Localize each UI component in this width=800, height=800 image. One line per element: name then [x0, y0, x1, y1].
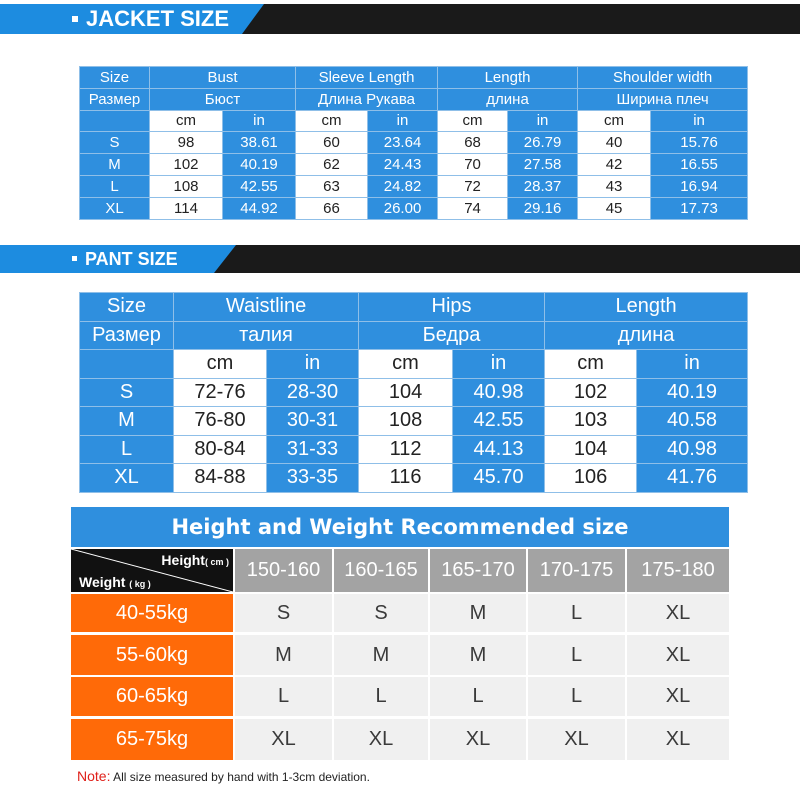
hw-size-cell: M — [430, 594, 526, 632]
pant-header-row-ru — [80, 321, 748, 350]
hw-size-cell: XL — [430, 719, 526, 760]
jacket-header-shoulder-ru: Ширина плеч — [578, 88, 748, 110]
hw-size-cell: M — [430, 635, 526, 675]
hw-size-cell: XL — [528, 719, 625, 760]
pant-header-length-ru: длина — [545, 321, 748, 350]
jacket-unit-cell: in — [368, 110, 438, 132]
hw-corner-height — [161, 552, 229, 568]
pant-header-size: Size — [80, 293, 174, 322]
hw-corner-height-text: Height — [161, 552, 205, 568]
jacket-row-xl — [80, 197, 748, 219]
jacket-size-label: L — [80, 175, 150, 197]
hw-weight-range: 60-65kg — [71, 677, 233, 716]
pant-header-waistline: Waistline — [174, 293, 359, 322]
jacket-row-m — [80, 154, 748, 176]
hw-height-range: 170-175 — [528, 549, 625, 592]
pant-row-m — [80, 407, 748, 436]
pant-unit-row — [80, 350, 748, 379]
hw-size-cell: S — [235, 594, 332, 632]
pant-size-label: M — [80, 407, 174, 436]
pant-cell: 40.58 — [637, 407, 748, 436]
jacket-unit-cell: in — [508, 110, 578, 132]
jacket-cell: 66 — [296, 197, 368, 219]
pant-unit-cell: in — [453, 350, 545, 379]
pant-unit-blank — [80, 350, 174, 379]
hw-size-cell: L — [334, 677, 428, 716]
measurement-note — [77, 768, 370, 784]
pant-cell: 40.98 — [637, 435, 748, 464]
jacket-unit-cell: cm — [150, 110, 223, 132]
note-text: All size measured by hand with 1-3cm deviation. — [113, 770, 370, 784]
pant-cell: 104 — [545, 435, 637, 464]
pant-cell: 112 — [359, 435, 453, 464]
hw-size-cell: XL — [235, 719, 332, 760]
jacket-cell: 29.16 — [508, 197, 578, 219]
banner-bullet-icon — [72, 256, 77, 261]
hw-height-range: 150-160 — [235, 549, 332, 592]
pant-cell: 84-88 — [174, 464, 267, 493]
pant-cell: 103 — [545, 407, 637, 436]
hw-corner-cell — [71, 549, 233, 592]
hw-size-cell: L — [430, 677, 526, 716]
hw-row-40-55 — [71, 594, 729, 632]
jacket-unit-row — [80, 110, 748, 132]
jacket-cell: 26.79 — [508, 132, 578, 154]
jacket-cell: 108 — [150, 175, 223, 197]
pant-header-hips-ru: Бедра — [359, 321, 545, 350]
jacket-cell: 98 — [150, 132, 223, 154]
jacket-unit-cell: in — [223, 110, 296, 132]
pant-cell: 33-35 — [267, 464, 359, 493]
pant-unit-cell: in — [637, 350, 748, 379]
pant-cell: 102 — [545, 378, 637, 407]
jacket-cell: 27.58 — [508, 154, 578, 176]
jacket-cell: 74 — [438, 197, 508, 219]
pant-header-hips: Hips — [359, 293, 545, 322]
hw-size-cell: S — [334, 594, 428, 632]
pant-size-label: L — [80, 435, 174, 464]
jacket-cell: 42 — [578, 154, 651, 176]
jacket-cell: 16.94 — [651, 175, 748, 197]
jacket-cell: 70 — [438, 154, 508, 176]
pant-cell: 108 — [359, 407, 453, 436]
jacket-header-length-ru: длина — [438, 88, 578, 110]
hw-header-row — [71, 549, 729, 592]
hw-corner-weight-unit: ( kg ) — [129, 579, 151, 589]
jacket-cell: 17.73 — [651, 197, 748, 219]
jacket-header-sleeve: Sleeve Length — [296, 67, 438, 89]
pant-unit-cell: cm — [545, 350, 637, 379]
pant-cell: 116 — [359, 464, 453, 493]
pant-unit-cell: in — [267, 350, 359, 379]
hw-size-cell: XL — [627, 677, 729, 716]
jacket-unit-cell: cm — [438, 110, 508, 132]
pant-header-length: Length — [545, 293, 748, 322]
pant-row-xl — [80, 464, 748, 493]
hw-corner-weight-text: Weight — [79, 574, 126, 590]
jacket-cell: 43 — [578, 175, 651, 197]
jacket-cell: 45 — [578, 197, 651, 219]
hw-size-cell: L — [528, 635, 625, 675]
jacket-cell: 24.82 — [368, 175, 438, 197]
jacket-size-table — [79, 66, 748, 220]
height-weight-title: Height and Weight Recommended size — [71, 507, 729, 547]
hw-size-cell: L — [235, 677, 332, 716]
jacket-header-row-ru — [80, 88, 748, 110]
hw-weight-range: 65-75kg — [71, 719, 233, 760]
hw-height-range: 175-180 — [627, 549, 729, 592]
hw-size-cell: XL — [627, 594, 729, 632]
hw-corner-height-unit: ( cm ) — [204, 557, 229, 567]
hw-corner-weight — [79, 574, 151, 590]
pant-cell: 80-84 — [174, 435, 267, 464]
hw-size-cell: XL — [627, 635, 729, 675]
pant-cell: 41.76 — [637, 464, 748, 493]
jacket-unit-blank — [80, 110, 150, 132]
jacket-row-l — [80, 175, 748, 197]
jacket-unit-cell: cm — [296, 110, 368, 132]
pant-cell: 72-76 — [174, 378, 267, 407]
jacket-cell: 60 — [296, 132, 368, 154]
jacket-size-label: XL — [80, 197, 150, 219]
jacket-row-s — [80, 132, 748, 154]
pant-header-size-ru: Размер — [80, 321, 174, 350]
pant-cell: 42.55 — [453, 407, 545, 436]
jacket-cell: 68 — [438, 132, 508, 154]
note-label: Note: — [77, 768, 111, 784]
pant-cell: 31-33 — [267, 435, 359, 464]
hw-size-cell: M — [235, 635, 332, 675]
hw-height-range: 165-170 — [430, 549, 526, 592]
pant-cell: 104 — [359, 378, 453, 407]
banner-bullet-icon — [72, 16, 78, 22]
jacket-cell: 23.64 — [368, 132, 438, 154]
pant-size-table — [79, 292, 748, 493]
jacket-cell: 15.76 — [651, 132, 748, 154]
hw-size-cell: XL — [334, 719, 428, 760]
pant-cell: 40.98 — [453, 378, 545, 407]
pant-cell: 40.19 — [637, 378, 748, 407]
pant-cell: 44.13 — [453, 435, 545, 464]
jacket-unit-cell: cm — [578, 110, 651, 132]
pant-cell: 30-31 — [267, 407, 359, 436]
pant-header-waistline-ru: талия — [174, 321, 359, 350]
pant-cell: 28-30 — [267, 378, 359, 407]
jacket-size-label: S — [80, 132, 150, 154]
pant-header-row-en — [80, 293, 748, 322]
jacket-cell: 24.43 — [368, 154, 438, 176]
pant-cell: 106 — [545, 464, 637, 493]
jacket-size-title: JACKET SIZE — [86, 6, 230, 31]
jacket-header-length: Length — [438, 67, 578, 89]
hw-row-60-65 — [71, 677, 729, 716]
jacket-cell: 38.61 — [223, 132, 296, 154]
pant-unit-cell: cm — [174, 350, 267, 379]
jacket-cell: 28.37 — [508, 175, 578, 197]
jacket-cell: 44.92 — [223, 197, 296, 219]
jacket-header-size-ru: Размер — [80, 88, 150, 110]
jacket-cell: 62 — [296, 154, 368, 176]
jacket-size-label: M — [80, 154, 150, 176]
jacket-header-shoulder: Shoulder width — [578, 67, 748, 89]
jacket-header-sleeve-ru: Длина Рукава — [296, 88, 438, 110]
jacket-cell: 26.00 — [368, 197, 438, 219]
hw-size-cell: XL — [627, 719, 729, 760]
pant-size-banner — [0, 245, 800, 273]
jacket-header-row-en — [80, 67, 748, 89]
jacket-cell: 72 — [438, 175, 508, 197]
jacket-header-bust-ru: Бюст — [150, 88, 296, 110]
hw-height-range: 160-165 — [334, 549, 428, 592]
pant-row-s — [80, 378, 748, 407]
jacket-unit-cell: in — [651, 110, 748, 132]
jacket-cell: 114 — [150, 197, 223, 219]
jacket-cell: 42.55 — [223, 175, 296, 197]
jacket-size-banner — [0, 4, 800, 34]
jacket-cell: 40.19 — [223, 154, 296, 176]
hw-size-cell: M — [334, 635, 428, 675]
jacket-cell: 63 — [296, 175, 368, 197]
pant-size-title: PANT SIZE — [85, 249, 178, 269]
hw-weight-range: 40-55kg — [71, 594, 233, 632]
hw-weight-range: 55-60kg — [71, 635, 233, 675]
pant-row-l — [80, 435, 748, 464]
hw-size-cell: L — [528, 677, 625, 716]
hw-size-cell: L — [528, 594, 625, 632]
jacket-header-size: Size — [80, 67, 150, 89]
jacket-cell: 40 — [578, 132, 651, 154]
jacket-cell: 16.55 — [651, 154, 748, 176]
pant-unit-cell: cm — [359, 350, 453, 379]
jacket-cell: 102 — [150, 154, 223, 176]
pant-cell: 76-80 — [174, 407, 267, 436]
hw-row-65-75 — [71, 719, 729, 760]
jacket-header-bust: Bust — [150, 67, 296, 89]
pant-size-label: S — [80, 378, 174, 407]
pant-cell: 45.70 — [453, 464, 545, 493]
hw-row-55-60 — [71, 635, 729, 675]
pant-size-label: XL — [80, 464, 174, 493]
